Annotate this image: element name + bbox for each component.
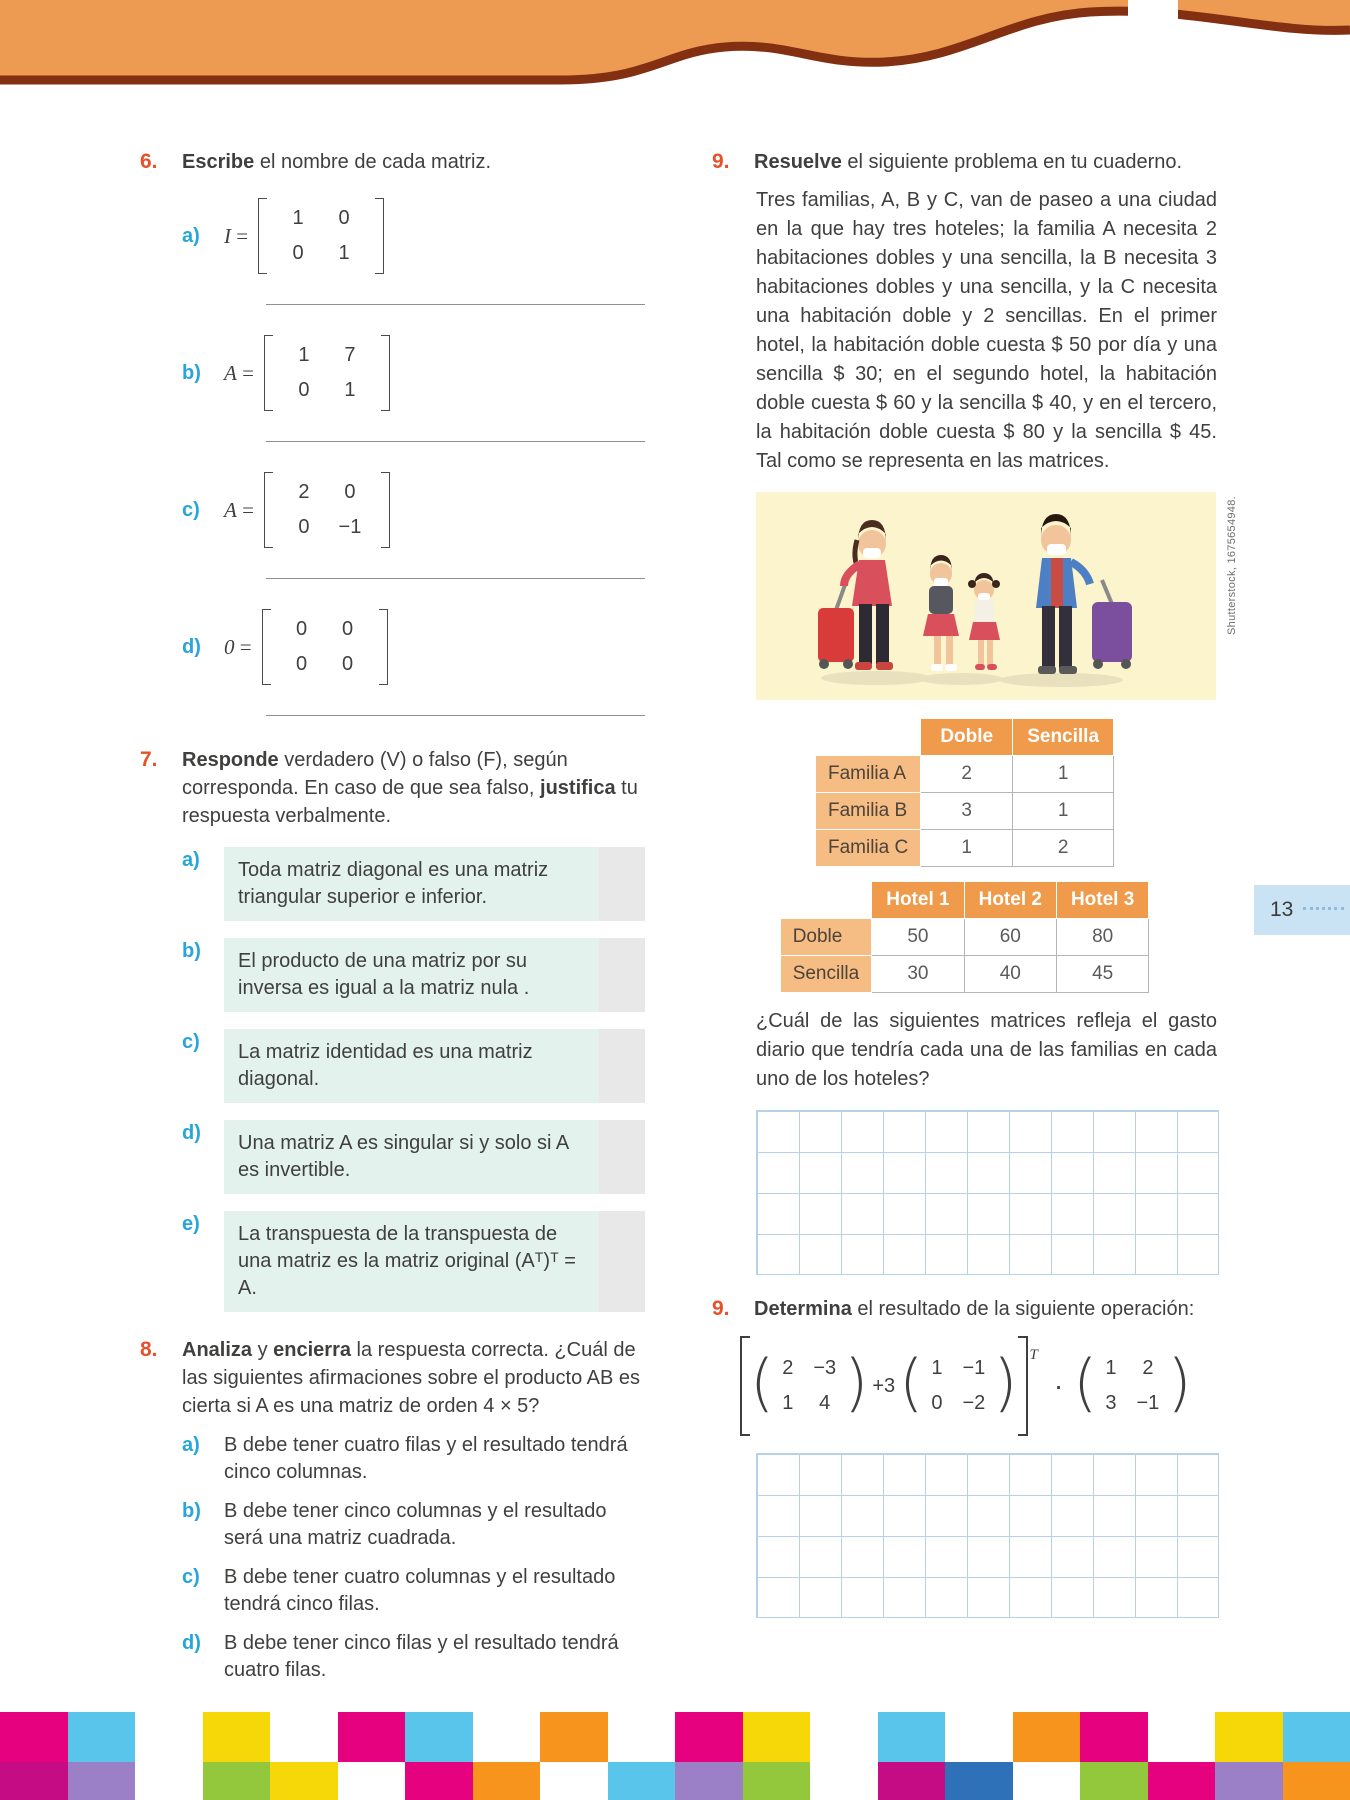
option-label: b)	[182, 1500, 201, 1522]
answer-blank	[266, 304, 645, 305]
exercise-7-title-mid: verdadero (V) o falso (F), según corresponda. En caso de que sea falso,	[182, 749, 568, 799]
exercise-8-verb-2: encierra	[273, 1339, 351, 1361]
matrix-2	[923, 1357, 993, 1415]
exercise-8-number: 8.	[140, 1338, 158, 1361]
footer-tile	[608, 1762, 676, 1800]
statement-text: El producto de una matriz por su inversa es igual a la matriz nula .	[238, 950, 530, 999]
exercise-9b-title-rest: el resultado de la siguiente operación:	[851, 1298, 1195, 1320]
choice-d	[182, 1630, 645, 1684]
footer-tile	[338, 1712, 406, 1762]
footer-tile	[675, 1712, 743, 1762]
footer-tile	[473, 1762, 541, 1800]
statement-box	[224, 847, 645, 921]
option-label: e)	[182, 1213, 200, 1235]
header-wave-decoration	[0, 0, 1350, 112]
choice-c	[182, 1564, 645, 1618]
matrix	[264, 335, 390, 411]
page-number-tab	[1254, 885, 1350, 935]
matrix-cell: 1	[344, 379, 356, 401]
exercise-8-title	[182, 1336, 645, 1420]
answer-square	[599, 847, 645, 921]
answer-square	[599, 1029, 645, 1103]
column-header: Hotel 2	[964, 882, 1056, 919]
statement-box	[224, 1029, 645, 1103]
left-column	[140, 148, 645, 1696]
column-header: Sencilla	[1013, 719, 1114, 756]
matrix-1	[774, 1357, 844, 1415]
footer-tile	[270, 1762, 338, 1800]
true-false-item-c	[182, 1029, 645, 1103]
right-bracket	[381, 335, 390, 411]
choice-text: B debe tener cuatro columnas y el resultado tendrá cinco filas.	[224, 1566, 616, 1615]
row-header: Familia C	[815, 830, 920, 867]
answer-grid	[756, 1110, 1219, 1275]
matrix-item-c	[182, 472, 645, 579]
footer-tile	[203, 1712, 271, 1762]
footer-tile	[1283, 1762, 1350, 1800]
matrix-cell: 0	[342, 653, 354, 675]
right-paren: )	[993, 1346, 1018, 1419]
exercise-8-verb: Analiza	[182, 1339, 253, 1361]
choice-a	[182, 1432, 645, 1486]
exercise-9b-title	[754, 1295, 1194, 1323]
answer-blank	[266, 441, 645, 442]
choice-b	[182, 1498, 645, 1552]
exercise-7-verb-2: justifica	[540, 777, 616, 799]
dot-operator: ·	[1053, 1370, 1064, 1401]
footer-tile	[1080, 1762, 1148, 1800]
footer-tile	[743, 1762, 811, 1800]
matrix-cell: 1	[338, 242, 350, 264]
left-bracket	[264, 472, 273, 548]
left-paren: (	[899, 1346, 924, 1419]
table-row	[780, 956, 1149, 993]
true-false-item-b	[182, 938, 645, 1012]
footer-tile	[945, 1762, 1013, 1800]
matrix-cell: 0	[298, 516, 310, 538]
option-label: c)	[182, 1031, 200, 1053]
matrix-cell: 7	[344, 344, 356, 366]
exercise-6-title	[182, 148, 491, 176]
matrix-cell: 0	[338, 207, 350, 229]
footer-tile	[135, 1762, 203, 1800]
right-square-bracket	[1018, 1336, 1028, 1436]
matrix-cell: 0	[931, 1392, 943, 1414]
matrix-cell: 0	[296, 618, 308, 640]
row-header: Familia A	[815, 756, 920, 793]
tab-dotted-line	[1303, 907, 1344, 910]
left-bracket	[262, 609, 271, 685]
right-column	[712, 148, 1238, 1628]
choice-text: B debe tener cinco columnas y el resultado será una matriz cuadrada.	[224, 1500, 607, 1549]
option-label: a)	[182, 849, 200, 871]
matrix-cell: 0	[292, 242, 304, 264]
exercise-6-number: 6.	[140, 150, 158, 173]
footer-tile	[1215, 1712, 1283, 1762]
row-header: Familia B	[815, 793, 920, 830]
footer-tile	[1215, 1762, 1283, 1800]
matrix-cell: 4	[819, 1392, 831, 1414]
right-paren: )	[844, 1346, 869, 1419]
matrix-cell: 0	[344, 481, 356, 503]
exercise-6-title-rest: el nombre de cada matriz.	[254, 151, 492, 173]
right-bracket	[381, 472, 390, 548]
matrix-item-a	[182, 198, 645, 305]
matrix-item-b	[182, 335, 645, 442]
table-cell: 1	[1013, 756, 1114, 793]
option-label: b)	[182, 361, 201, 384]
footer-tile	[1013, 1712, 1081, 1762]
problem-statement: Tres familias, A, B y C, van de paseo a una ciudad en la que hay tres hoteles; la familia A necesita 2 habitaciones dobles y una sencilla, la B necesita 3 habitaciones dobles y una sencilla, y la C necesita una habitación doble y 2 sencillas. En el primer hotel, la habitación doble cuesta $ 50 por día y una sencilla $ 30; en el segundo hotel, la habitación doble cuesta $ 60 y la sencilla $ 40, y en el tercero, la habitación doble cuesta $ 80 y la sencilla $ 45. Tal como se representa en las matrices.	[756, 189, 1217, 472]
matrix	[262, 609, 388, 685]
table-row	[815, 830, 1113, 867]
footer-tile	[675, 1762, 743, 1800]
exercise-9-number: 9.	[712, 150, 730, 173]
exercise-9b-verb: Determina	[754, 1298, 852, 1320]
matrix-name: A =	[224, 360, 254, 385]
table-cell: 2	[1013, 830, 1114, 867]
answer-square	[599, 938, 645, 1012]
footer-tile	[0, 1762, 68, 1800]
answer-blank	[266, 715, 645, 716]
answer-grid-2	[756, 1453, 1219, 1618]
matrix-cell: 2	[1142, 1357, 1154, 1379]
option-label: c)	[182, 1566, 200, 1588]
footer-tile	[810, 1762, 878, 1800]
page-number: 13	[1270, 898, 1294, 921]
matrix-expression	[740, 1333, 1217, 1439]
footer-tile	[203, 1762, 271, 1800]
footer-tile	[1013, 1762, 1081, 1800]
option-label: a)	[182, 1434, 200, 1456]
left-bracket	[258, 198, 267, 274]
footer-bottom-row	[0, 1762, 1350, 1800]
matrix-cell: 3	[1105, 1392, 1117, 1414]
statement-text: La transpuesta de la transpuesta de una matriz es la matriz original (Aᵀ)ᵀ = A.	[238, 1223, 576, 1299]
footer-tile	[473, 1712, 541, 1762]
right-bracket	[379, 609, 388, 685]
option-label: d)	[182, 1632, 201, 1654]
matrix-cell: 1	[931, 1357, 943, 1379]
table-cell: 45	[1056, 956, 1148, 993]
exercise-6	[140, 148, 645, 716]
footer-tile	[1148, 1762, 1216, 1800]
footer-tile	[135, 1712, 203, 1762]
matrix	[264, 472, 390, 548]
column-header: Hotel 3	[1056, 882, 1148, 919]
exercise-9	[712, 148, 1238, 1275]
exercise-9-verb: Resuelve	[754, 151, 842, 173]
footer-tile	[405, 1712, 473, 1762]
footer-tile	[0, 1712, 68, 1762]
footer-tile	[270, 1712, 338, 1762]
choice-text: B debe tener cuatro filas y el resultado tendrá cinco columnas.	[224, 1434, 628, 1483]
plus-scalar: +3	[872, 1374, 896, 1397]
exercise-8	[140, 1336, 645, 1684]
footer-tile	[338, 1762, 406, 1800]
statement-text: Toda matriz diagonal es una matriz triangular superior e inferior.	[238, 859, 549, 908]
matrix-cell: 0	[342, 618, 354, 640]
family-travel-illustration	[756, 492, 1216, 700]
left-paren: (	[750, 1346, 775, 1419]
answer-blank	[266, 578, 645, 579]
footer-tile	[405, 1762, 473, 1800]
table-row	[780, 919, 1149, 956]
table-cell: 60	[964, 919, 1056, 956]
family-illustration-wrap	[756, 492, 1238, 700]
footer-tile	[540, 1712, 608, 1762]
answer-square	[599, 1211, 645, 1312]
exercise-7-title	[182, 746, 645, 830]
statement-box	[224, 1120, 645, 1194]
matrix-cell: 0	[298, 379, 310, 401]
table-row	[815, 793, 1113, 830]
table-cell: 2	[921, 756, 1013, 793]
footer-tile	[68, 1712, 136, 1762]
statement-box	[224, 1211, 645, 1312]
matrix-cell: −1	[1136, 1392, 1160, 1414]
exercise-8-title-end: la respuesta correcta. ¿Cuál de las siguientes afirmaciones sobre el producto AB es cierta si A es una matriz de orden 4 × 5?	[182, 1339, 641, 1417]
matrix-3	[1097, 1357, 1167, 1415]
transpose-superscript: T	[1029, 1347, 1038, 1363]
footer-tile	[68, 1762, 136, 1800]
row-header: Doble	[780, 919, 872, 956]
statement-text: La matriz identidad es una matriz diagonal.	[238, 1041, 533, 1090]
answer-square	[599, 1120, 645, 1194]
choice-text: B debe tener cinco filas y el resultado tendrá cuatro filas.	[224, 1632, 619, 1681]
statement-box	[224, 938, 645, 1012]
right-paren: )	[1167, 1346, 1192, 1419]
exercise-6-verb: Escribe	[182, 151, 255, 173]
table-row	[815, 756, 1113, 793]
families-table	[815, 718, 1114, 867]
exercise-8-title-mid: y	[252, 1339, 274, 1361]
footer-tile	[945, 1712, 1013, 1762]
exercise-9-question: ¿Cuál de las siguientes matrices refleja el gasto diario que tendría cada una de las familias en cada uno de los hoteles?	[756, 1010, 1217, 1090]
option-label: b)	[182, 940, 201, 962]
matrix-cell: 1	[1105, 1357, 1117, 1379]
table-cell: 40	[964, 956, 1056, 993]
footer-tile	[810, 1712, 878, 1762]
matrix-cell: 1	[298, 344, 310, 366]
option-label: d)	[182, 635, 201, 658]
matrix-name: A =	[224, 497, 254, 522]
matrix	[258, 198, 384, 274]
footer-tile	[878, 1762, 946, 1800]
true-false-item-e	[182, 1211, 645, 1312]
matrix-item-d	[182, 609, 645, 716]
true-false-item-a	[182, 847, 645, 921]
footer-tile	[608, 1712, 676, 1762]
left-bracket	[264, 335, 273, 411]
table-cell: 80	[1056, 919, 1148, 956]
matrix-name: I =	[224, 223, 249, 248]
footer-tile	[1283, 1712, 1350, 1762]
exercise-9-determina	[712, 1295, 1217, 1618]
footer-tile	[1080, 1712, 1148, 1762]
table-cell: 3	[921, 793, 1013, 830]
left-square-bracket	[740, 1336, 750, 1436]
table-cell: 30	[872, 956, 964, 993]
left-paren: (	[1073, 1346, 1098, 1419]
right-bracket	[375, 198, 384, 274]
exercise-9-title	[754, 148, 1182, 176]
column-header: Doble	[921, 719, 1013, 756]
exercise-7-number: 7.	[140, 748, 158, 771]
table-cell: 50	[872, 919, 964, 956]
exercise-9-title-rest: el siguiente problema en tu cuaderno.	[841, 151, 1183, 173]
matrix-name: 0 =	[224, 634, 252, 659]
exercise-9b-number: 9.	[712, 1297, 730, 1320]
footer-tile	[878, 1712, 946, 1762]
matrix-cell: 1	[782, 1392, 794, 1414]
footer-tile	[1148, 1712, 1216, 1762]
matrix-cell: −1	[962, 1357, 986, 1379]
row-header: Sencilla	[780, 956, 872, 993]
footer-top-row	[0, 1712, 1350, 1762]
table-cell: 1	[1013, 793, 1114, 830]
matrix-cell: −1	[338, 516, 362, 538]
exercise-7-verb: Responde	[182, 749, 279, 771]
matrix-cell: 2	[782, 1357, 794, 1379]
statement-text: Una matriz A es singular si y solo si A es invertible.	[238, 1132, 569, 1181]
footer-color-strip	[0, 1712, 1350, 1800]
option-label: d)	[182, 1122, 201, 1144]
matrix-cell: 2	[298, 481, 310, 503]
matrix-cell: 1	[292, 207, 304, 229]
matrix-cell: −2	[962, 1392, 986, 1414]
exercise-7	[140, 746, 645, 1312]
matrix-cell: −3	[813, 1357, 837, 1379]
table-cell: 1	[921, 830, 1013, 867]
option-label: a)	[182, 224, 200, 247]
matrix-cell: 0	[296, 653, 308, 675]
photo-credit: Shutterstock, 1675654948.	[1226, 496, 1238, 635]
true-false-item-d	[182, 1120, 645, 1194]
option-label: c)	[182, 498, 200, 521]
footer-tile	[743, 1712, 811, 1762]
exercise-7-title-end: tu respuesta verbalmente.	[182, 777, 638, 827]
footer-tile	[540, 1762, 608, 1800]
hotels-table	[780, 881, 1150, 993]
column-header: Hotel 1	[872, 882, 964, 919]
